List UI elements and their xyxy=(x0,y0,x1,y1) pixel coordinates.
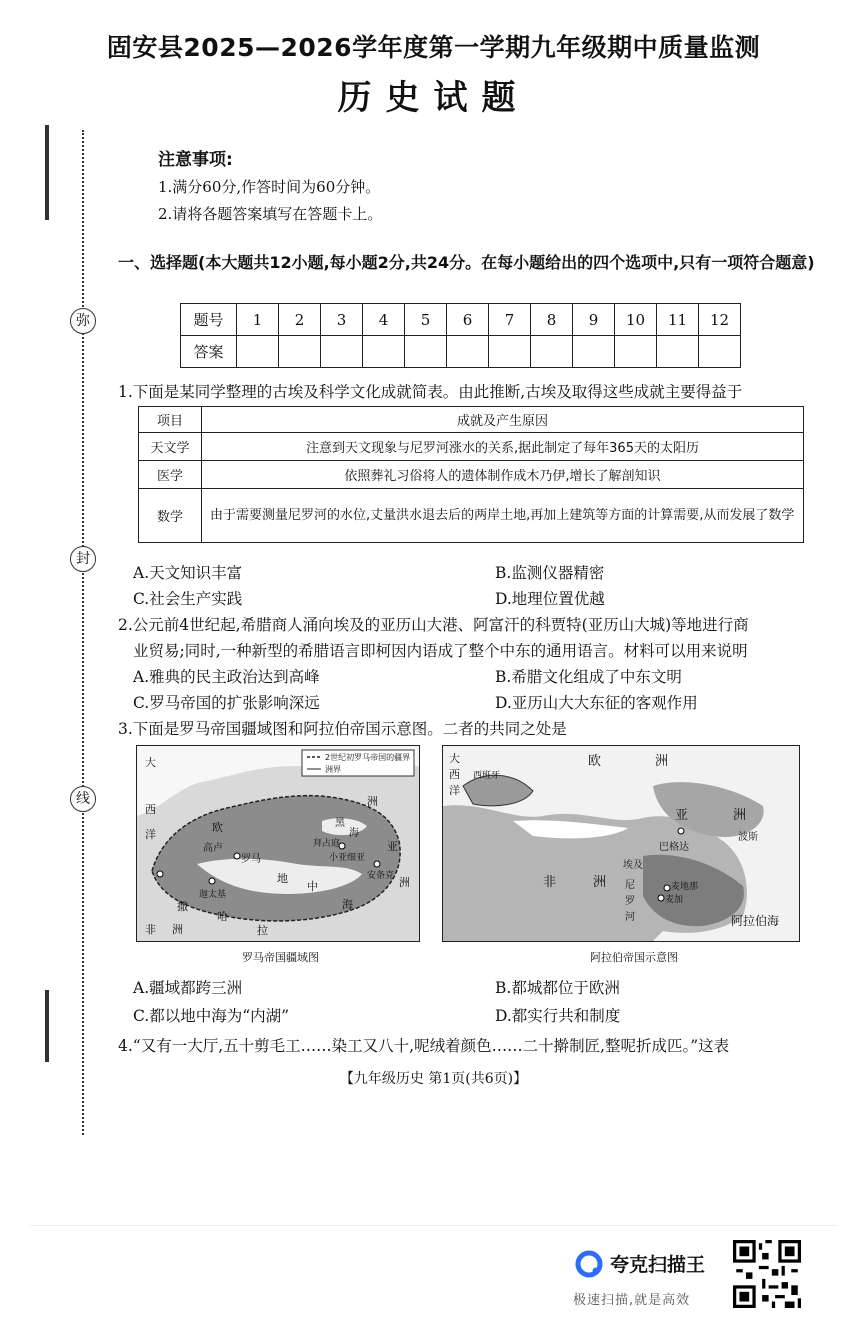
map-label: 河 xyxy=(625,912,635,923)
option: D.都实行共和制度 xyxy=(495,1007,621,1025)
question-2-stem: 2.公元前4世纪起,希腊商人涌向埃及的亚历山大港、阿富汗的科贾特(亚历山大城)等地进行商 xyxy=(118,616,749,634)
answer-cell xyxy=(447,336,489,368)
notice-item: 2.请将各题答案填写在答题卡上。 xyxy=(158,205,383,223)
answer-cell xyxy=(405,336,447,368)
question-3-stem: 3.下面是罗马帝国疆域图和阿拉伯帝国示意图。二者的共同之处是 xyxy=(118,720,567,738)
table-cell: 依照葬礼习俗将人的遗体制作成木乃伊,增长了解剖知识 xyxy=(202,461,804,489)
map-label: 洲 xyxy=(172,923,183,936)
option: C.都以地中海为“内湖” xyxy=(133,1007,290,1025)
map-label: 哈 xyxy=(217,910,228,923)
map-label: 洲 xyxy=(733,808,747,823)
map-label: 小亚细亚 xyxy=(329,853,366,863)
scanner-brand: 夸克扫描王 xyxy=(610,1254,706,1276)
question-number-cell: 4 xyxy=(363,304,405,336)
rome-empire-map xyxy=(136,745,420,942)
map-label: 洲 xyxy=(655,754,669,769)
map-label: 海 xyxy=(349,828,359,839)
answer-cell xyxy=(321,336,363,368)
answer-cell xyxy=(363,336,405,368)
question-number-cell: 12 xyxy=(699,304,741,336)
map-caption: 罗马帝国疆域图 xyxy=(242,951,319,964)
map-caption: 阿拉伯帝国示意图 xyxy=(590,951,678,964)
table-cell: 注意到天文现象与尼罗河涨水的关系,据此制定了每年365天的太阳历 xyxy=(202,433,804,461)
question-number-cell: 1 xyxy=(237,304,279,336)
map-label: 亚 xyxy=(675,808,689,823)
question-2-stem: 业贸易;同时,一种新型的希腊语言即柯因内语成了整个中东的通用语言。材料可以用来说明 xyxy=(133,642,748,660)
answer-cell xyxy=(573,336,615,368)
option: D.亚历山大大东征的客观作用 xyxy=(495,694,698,712)
map-label: 尼 xyxy=(625,880,635,891)
option: B.监测仪器精密 xyxy=(495,564,605,582)
map-label: 埃及 xyxy=(623,860,643,871)
binding-mark-feng: 封 xyxy=(70,546,96,572)
map-label: 地 xyxy=(277,872,288,885)
table-cell: 医学 xyxy=(139,461,202,489)
option: C.罗马帝国的扩张影响深远 xyxy=(133,694,320,712)
map-label: 罗马 xyxy=(241,854,261,865)
option: A.天文知识丰富 xyxy=(133,564,243,582)
question-number-cell: 6 xyxy=(447,304,489,336)
map-label: 波斯 xyxy=(738,832,758,843)
subject-title: 历史试题 xyxy=(337,78,530,118)
map-label: 大 xyxy=(145,756,156,769)
edge-mark xyxy=(45,990,49,1062)
map-label: 洲 xyxy=(367,795,378,808)
edge-mark xyxy=(45,125,49,220)
divider xyxy=(30,1225,837,1226)
page-footer: 【九年级历史 第1页(共6页)】 xyxy=(339,1071,528,1087)
map-legend-label: 洲界 xyxy=(325,765,341,774)
map-legend-label: 2世纪初罗马帝国的疆界 xyxy=(325,753,411,762)
option: A.疆域都跨三洲 xyxy=(133,979,243,997)
map-label: 海 xyxy=(342,898,353,911)
question-number-cell: 8 xyxy=(531,304,573,336)
map-label: 亚 xyxy=(387,840,398,853)
question-number-cell: 2 xyxy=(279,304,321,336)
map-label: 高卢 xyxy=(203,843,223,854)
map-label: 非 xyxy=(543,875,557,890)
option: A.雅典的民主政治达到高峰 xyxy=(133,668,320,686)
option: D.地理位置优越 xyxy=(495,590,605,608)
option: B.都城都位于欧洲 xyxy=(495,979,620,997)
answer-cell xyxy=(699,336,741,368)
arab-empire-map xyxy=(442,745,800,942)
notice-item: 1.满分60分,作答时间为60分钟。 xyxy=(158,178,381,196)
q1-info-table xyxy=(138,406,804,543)
qr-code-icon xyxy=(733,1240,801,1308)
map-label: 撒 xyxy=(177,900,188,913)
map-label: 洋 xyxy=(145,828,156,841)
answer-cell xyxy=(615,336,657,368)
table-header-cell: 成就及产生原因 xyxy=(202,407,804,433)
map-label: 罗 xyxy=(625,896,635,907)
scanner-logo-icon xyxy=(574,1249,604,1279)
answer-cell xyxy=(279,336,321,368)
question-1-stem: 1.下面是某同学整理的古埃及科学文化成就简表。由此推断,古埃及取得这些成就主要得益于 xyxy=(118,383,743,401)
map-label: 洲 xyxy=(593,875,607,890)
map-label: 西 xyxy=(145,803,156,816)
option: C.社会生产实践 xyxy=(133,590,243,608)
binding-line xyxy=(82,130,84,1135)
table-cell: 数学 xyxy=(139,489,202,543)
table-cell: 由于需要测量尼罗河的水位,丈量洪水退去后的两岸土地,再加上建筑等方面的计算需要,从而发展了数学 xyxy=(202,489,804,543)
map-label: 阿拉伯海 xyxy=(731,914,780,928)
map-label: 大 xyxy=(449,752,460,765)
map-label: 西 xyxy=(449,768,460,781)
map-label: 迦太基 xyxy=(199,890,227,900)
map-label: 洋 xyxy=(449,784,460,797)
question-number-cell: 11 xyxy=(657,304,699,336)
binding-mark-xian: 线 xyxy=(70,786,96,812)
table-header-cell: 项目 xyxy=(139,407,202,433)
notice-heading: 注意事项: xyxy=(158,150,233,170)
table-cell: 天文学 xyxy=(139,433,202,461)
map-label: 西班牙 xyxy=(473,771,501,781)
map-label: 麦加 xyxy=(665,895,684,905)
question-number-cell: 3 xyxy=(321,304,363,336)
answer-table-label: 题号 xyxy=(181,304,237,336)
binding-mark-mi: 弥 xyxy=(70,308,96,334)
map-label: 拜占庭 xyxy=(313,839,341,849)
map-label: 安条克 xyxy=(367,871,395,881)
map-label: 洲 xyxy=(399,876,410,889)
map-label: 麦地那 xyxy=(671,882,699,892)
map-label: 黑 xyxy=(335,818,345,829)
question-4-stem: 4.“又有一大厅,五十剪毛工……染工又八十,呢绒着颜色……二十擀制匠,整呢折成匹。”这表 xyxy=(118,1037,730,1055)
map-label: 中 xyxy=(307,880,318,893)
question-number-cell: 9 xyxy=(573,304,615,336)
section-heading: 一、选择题(本大题共12小题,每小题2分,共24分。在每小题给出的四个选项中,只有一项符合题意) xyxy=(118,253,815,272)
question-number-cell: 10 xyxy=(615,304,657,336)
option: B.希腊文化组成了中东文明 xyxy=(495,668,682,686)
map-label: 巴格达 xyxy=(659,842,689,853)
map-label: 非 xyxy=(145,923,156,936)
map-label: 欧 xyxy=(212,821,223,834)
map-label: 欧 xyxy=(588,754,602,769)
answer-cell xyxy=(531,336,573,368)
exam-title: 固安县2025—2026学年度第一学期九年级期中质量监测 xyxy=(106,33,761,62)
scanner-slogan: 极速扫描,就是高效 xyxy=(573,1293,691,1308)
answer-cell xyxy=(657,336,699,368)
answer-cell xyxy=(237,336,279,368)
answer-table-label: 答案 xyxy=(181,336,237,368)
map-label: 拉 xyxy=(257,924,268,937)
question-number-cell: 5 xyxy=(405,304,447,336)
question-number-cell: 7 xyxy=(489,304,531,336)
answer-table xyxy=(180,303,741,368)
answer-cell xyxy=(489,336,531,368)
